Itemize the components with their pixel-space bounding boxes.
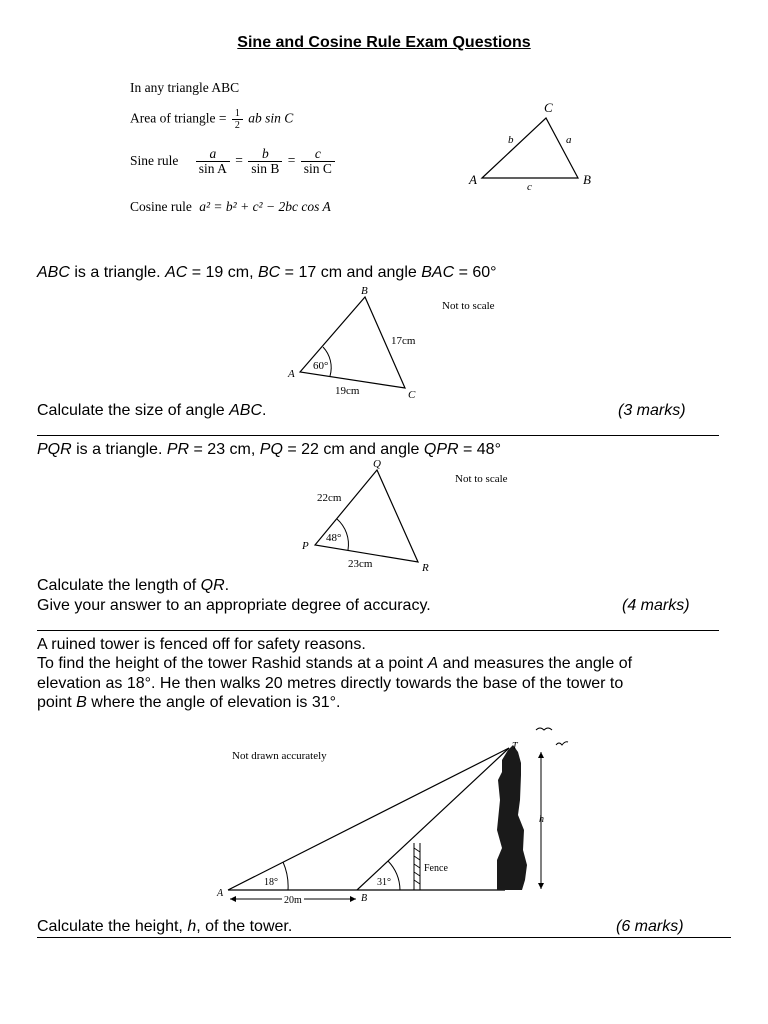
q2-part: = 22 cm and angle xyxy=(282,441,424,458)
sine-c-den: sin C xyxy=(303,161,332,176)
ref-label-C: C xyxy=(544,100,553,115)
q3-marks: (6 marks) xyxy=(616,918,684,935)
q1-part: = 60° xyxy=(454,264,497,281)
sine-a-num: a xyxy=(196,147,230,162)
q1-angle-label: 60° xyxy=(313,360,329,372)
sine-label: Sine rule xyxy=(130,152,179,168)
sine-a-den: sin A xyxy=(198,161,227,176)
q1-question-var: ABC xyxy=(229,402,263,419)
q2-part: is a triangle. xyxy=(71,441,167,458)
q3-sightline-a xyxy=(228,748,509,890)
q3-fence-rail xyxy=(414,856,420,860)
q2-question-text: Calculate the length of xyxy=(37,577,201,594)
tower-icon xyxy=(497,745,527,890)
q3-arrowhead-right xyxy=(350,896,356,902)
q3-label-h: h xyxy=(539,814,544,825)
q3-line2-text: To find the height of the tower Rashid stands at a point xyxy=(37,655,428,672)
q3-line4-var: B xyxy=(76,694,87,711)
q1-question-suffix: . xyxy=(262,402,267,419)
ref-label-a: a xyxy=(566,134,572,146)
q3-fence-rail xyxy=(414,848,420,852)
q2-part: QPR xyxy=(423,441,459,458)
q1-side-ac: 19cm xyxy=(335,385,360,397)
q3-label-A: A xyxy=(217,888,224,899)
ref-label-c: c xyxy=(527,181,532,193)
sine-b-num: b xyxy=(248,147,282,162)
q1-part: AC xyxy=(165,264,188,281)
sine-b-den: sin B xyxy=(251,161,280,176)
area-label: Area of triangle = xyxy=(130,110,227,126)
bird-icon xyxy=(536,728,552,730)
q1-not-to-scale: Not to scale xyxy=(442,300,495,312)
q3-line2-suffix: and measures the angle of xyxy=(438,655,633,672)
q1-part: = 19 cm, xyxy=(187,264,258,281)
q1-part: ABC xyxy=(37,264,70,281)
q2-angle-label: 48° xyxy=(326,532,342,544)
q3-question xyxy=(37,917,292,937)
q1-label-A: A xyxy=(288,368,295,380)
q3-distance-label: 20m xyxy=(284,895,302,906)
q1-label-B: B xyxy=(361,285,368,297)
q2-question-var: QR xyxy=(200,577,225,594)
q1-marks: (3 marks) xyxy=(618,402,686,419)
cosine-formula: a² = b² + c² − 2bc cos A xyxy=(199,199,331,214)
q2-question-line2: Give your answer to an appropriate degree of accuracy. xyxy=(37,597,431,614)
formula-intro-text: In any triangle ABC xyxy=(130,80,240,95)
q3-line1: A ruined tower is fenced off for safety reasons. xyxy=(37,636,366,653)
q3-arrowhead-top xyxy=(538,752,544,758)
ref-label-A: A xyxy=(469,172,477,187)
ref-label-b: b xyxy=(508,134,514,146)
q2-side-pr: 23cm xyxy=(348,558,373,570)
q2-question-suffix: . xyxy=(224,577,230,594)
q3-fence-rail xyxy=(414,880,420,884)
ref-label-B: B xyxy=(583,172,591,187)
q3-fence xyxy=(414,843,420,890)
q3-question-var: h xyxy=(187,918,197,935)
q2-part: PQ xyxy=(259,441,283,458)
q2-marks: (4 marks) xyxy=(622,597,690,614)
q2-label-Q: Q xyxy=(373,458,381,470)
q3-question-suffix: , of the tower. xyxy=(196,918,293,935)
q1-part: BAC xyxy=(421,264,455,281)
q3-arrowhead-left xyxy=(230,896,236,902)
q3-not-drawn-accurately: Not drawn accurately xyxy=(232,750,327,762)
area-frac-num: 1 xyxy=(232,108,243,120)
q1-label-C: C xyxy=(408,389,416,401)
q2-part: PQR xyxy=(37,441,72,458)
equals-sign: = xyxy=(235,152,243,168)
q2-part: PR xyxy=(166,441,190,458)
area-rest: ab sin C xyxy=(248,110,294,126)
q3-angle-a-label: 18° xyxy=(264,877,278,888)
q3-line4-text: point xyxy=(37,694,77,711)
q1-side-bc: 17cm xyxy=(391,335,416,347)
divider xyxy=(37,937,731,938)
equals-sign: = xyxy=(287,152,296,168)
bird-icon xyxy=(556,742,568,745)
q1-question-text: Calculate the size of angle xyxy=(37,402,230,419)
q2-not-to-scale: Not to scale xyxy=(455,473,508,485)
q2-label-R: R xyxy=(422,562,429,574)
q3-label-B: B xyxy=(361,893,368,904)
q2-part: = 48° xyxy=(458,441,501,458)
q3-line2-var: A xyxy=(427,655,439,672)
q3-angle-b-label: 31° xyxy=(377,877,391,888)
area-frac-den: 2 xyxy=(234,120,240,131)
sine-c-num: c xyxy=(301,147,335,162)
q2-side-pq: 22cm xyxy=(317,492,342,504)
q3-label-T: T xyxy=(512,741,518,752)
q1-part: = 17 cm and angle xyxy=(280,264,422,281)
q3-fence-label: Fence xyxy=(424,863,448,874)
q3-fence-rail xyxy=(414,864,420,868)
q3-line4-suffix: where the angle of elevation is 31°. xyxy=(86,694,341,711)
q3-line3: elevation as 18°. He then walks 20 metres directly towards the base of the tower to xyxy=(37,675,624,692)
q3-arrowhead-bottom xyxy=(538,883,544,889)
q2-part: = 23 cm, xyxy=(189,441,260,458)
q3-question-text: Calculate the height, xyxy=(37,918,188,935)
q1-part: BC xyxy=(258,264,281,281)
q3-fence-rail xyxy=(414,872,420,876)
q2-label-P: P xyxy=(302,540,309,552)
cosine-label: Cosine rule xyxy=(130,199,192,214)
q3-angle-arc-a xyxy=(283,862,288,890)
page-title: Sine and Cosine Rule Exam Questions xyxy=(237,34,531,51)
q1-part: is a triangle. xyxy=(69,264,166,281)
